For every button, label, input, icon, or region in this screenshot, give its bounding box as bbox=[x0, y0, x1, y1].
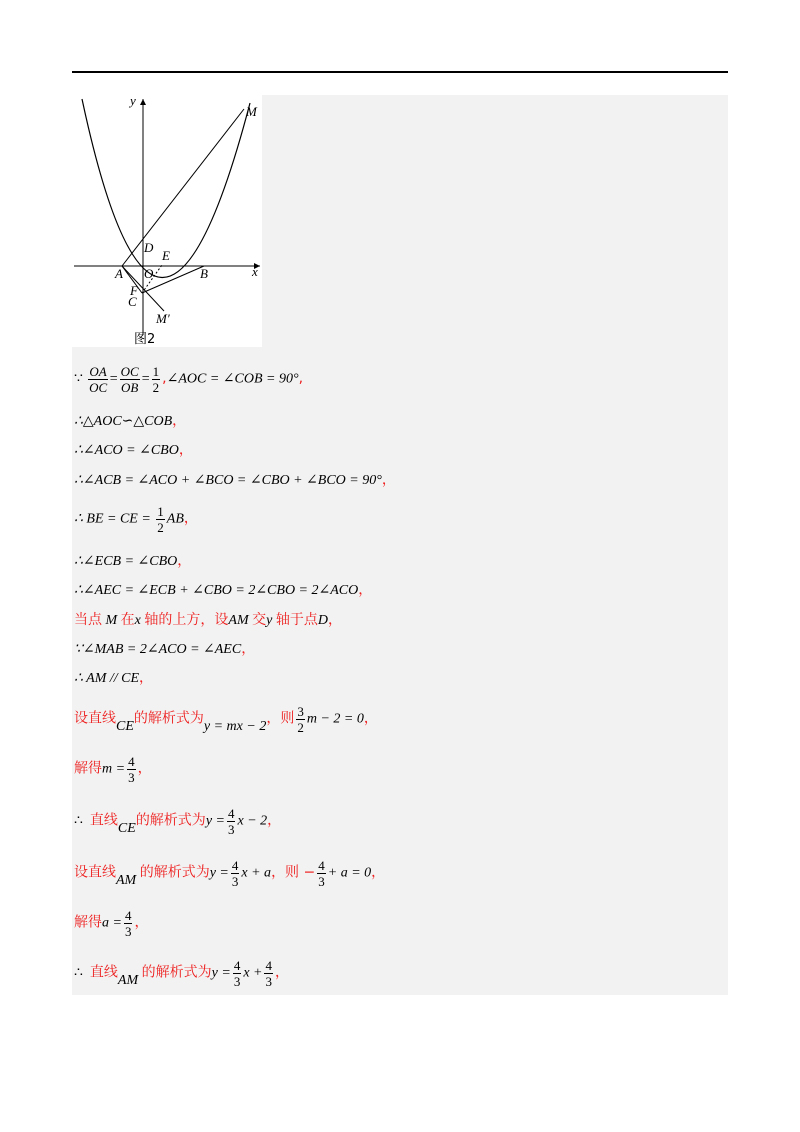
label-d: D bbox=[144, 240, 154, 255]
line-9: ∵∠MAB = 2∠ACO = ∠AEC， bbox=[74, 641, 256, 657]
line-16: ∴ 直线AM 的解析式为y = $\frac{4}{3}$ x + $\frac{4}{3}$ ， bbox=[74, 958, 289, 989]
line-4: ∴∠ACB = ∠ACO + ∠BCO = ∠CBO + ∠BCO = 90°， bbox=[74, 472, 396, 488]
fraction: $\frac{1}{2}$ bbox=[152, 364, 160, 395]
label-y: y bbox=[130, 95, 136, 108]
fraction: $\frac{4}{3}$ bbox=[227, 806, 235, 837]
label-x: x bbox=[252, 264, 258, 279]
label-a: A bbox=[115, 266, 123, 281]
line-6: ∴∠ECB = ∠CBO， bbox=[74, 553, 192, 569]
line-13: ∴ 直线CE的解析式为y = $\frac{4}{3}$ x − 2， bbox=[74, 806, 282, 837]
fraction: $\frac{4}{3}$ bbox=[124, 908, 132, 939]
label-m: M bbox=[246, 104, 257, 119]
fraction: $\frac{4}{3}$ bbox=[128, 754, 135, 785]
line-8: 当点 M 在x 轴的上方，设AM 交y 轴于点D， bbox=[74, 612, 342, 628]
parabola-diagram bbox=[72, 95, 262, 347]
figure-2 bbox=[72, 95, 262, 347]
line-5: ∴ BE = CE = $\frac{1}{2}$ AB， bbox=[74, 504, 198, 535]
line-10: ∴ AM // CE， bbox=[74, 670, 154, 686]
line-15: 解得a = $\frac{4}{3}$ ， bbox=[74, 908, 149, 939]
fraction: $\frac{OC}{OB}$ bbox=[120, 364, 139, 395]
line-2: ∴△AOC∽△COB， bbox=[74, 413, 187, 429]
line-14: 设直线AM 的解析式为y = $\frac{4}{3}$ x + a，则 − $\frac{4}{3}$ + a = 0， bbox=[74, 858, 386, 889]
label-f: F bbox=[130, 283, 138, 298]
label-o: O bbox=[144, 266, 154, 281]
line-11: 设直线CE的解析式为y = mx − 2，则 $\frac{3}{2}$ m − 2 = 0， bbox=[74, 704, 378, 735]
fraction: $\frac{4}{3}$ bbox=[231, 858, 239, 889]
fraction: $\frac{4}{3}$ bbox=[233, 958, 241, 989]
line-7: ∴∠AEC = ∠ECB + ∠CBO = 2∠CBO = 2∠ACO， bbox=[74, 582, 373, 598]
fraction: $\frac{4}{3}$ bbox=[265, 958, 272, 989]
line-am bbox=[122, 109, 244, 266]
figure-caption: 图2 bbox=[134, 332, 156, 347]
label-c: C bbox=[128, 294, 137, 309]
label-e: E bbox=[162, 248, 170, 263]
label-b: B bbox=[200, 266, 208, 281]
fraction: $\frac{3}{2}$ bbox=[297, 704, 304, 735]
top-rule bbox=[72, 71, 728, 73]
label-m-prime: M′ bbox=[156, 311, 170, 326]
line-1: ∵ $\frac{OA}{OC}$ = $\frac{OC}{OB}$ = $\frac{1}{2}$ ,∠AOC = ∠COB = 90°, bbox=[74, 364, 304, 395]
fraction: $\frac{4}{3}$ bbox=[318, 858, 325, 889]
fraction: $\frac{OA}{OC}$ bbox=[89, 364, 108, 395]
line-3: ∴∠ACO = ∠CBO， bbox=[74, 442, 193, 458]
fraction: $\frac{1}{2}$ bbox=[157, 504, 164, 535]
line-12: 解得m = $\frac{4}{3}$ ， bbox=[74, 754, 152, 785]
